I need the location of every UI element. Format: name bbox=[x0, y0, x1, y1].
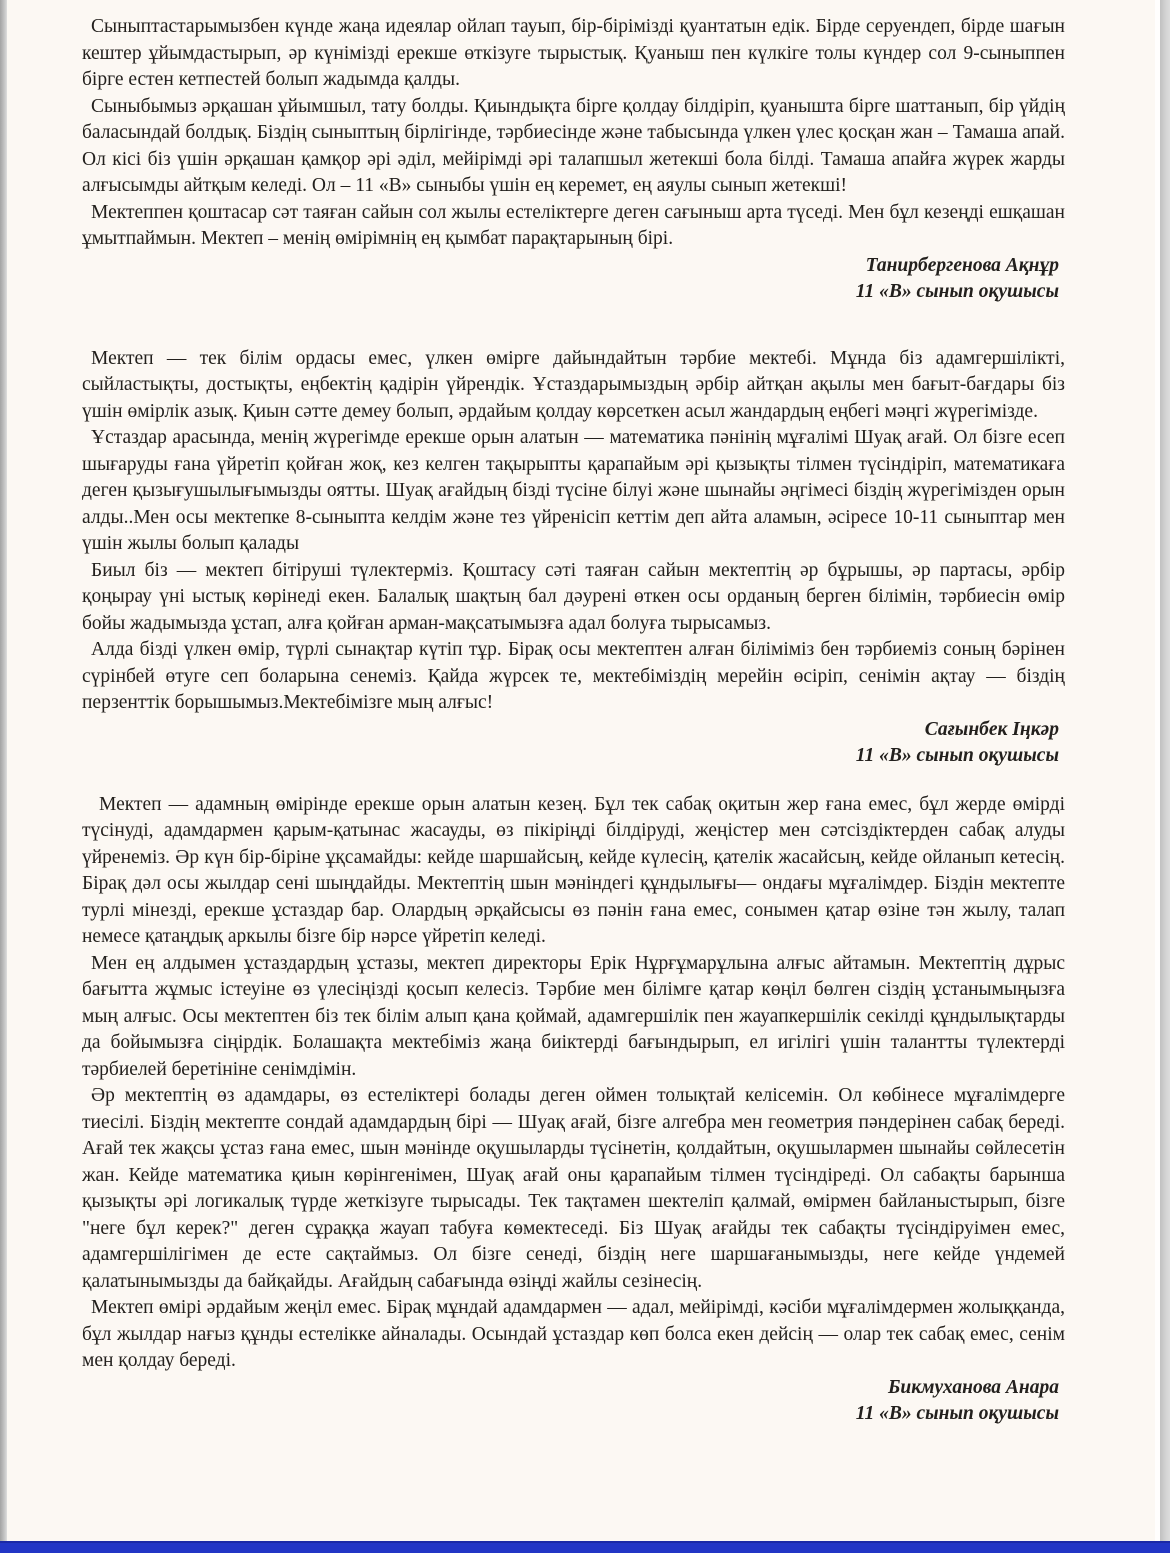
essay-3-paragraph-2: Мен ең алдымен ұстаздардың ұстазы, мектеп директоры Ерік Нұрғұмарұлына алғыс айтамын. Мектептің дұрыс бағытта жұмыс істеуіне өз үлесіңізді қосып келесіз. Тәрбие мен білімге қатар көңіл бөлген сіздің ұстанымыңызға мың алғыс. Осы мектептен біз тек білім алып қана қоймай, адамгершілік пен жауапкершілік секілді құндылықтарды да бойымызға сіңірдік. Болашақта мектебіміз жаңа биіктерді бағындырып, ел игілігі үшін талантты түлектерді тәрбиелей беретініне сенімдімін. bbox=[82, 952, 1065, 1080]
essay-gap-2 bbox=[82, 770, 1065, 792]
essay-2 bbox=[82, 346, 1065, 770]
essay-2-paragraph-1: Мектеп — тек білім ордасы емес, үлкен өмірге дайындайтын тәрбие мектебі. Мұнда біз адамгершілікті, сыйластықты, достықты, еңбектің қадірін үйрендік. Ұстаздарымыздың әрбір айтқан ақылы мен бағыт-бағдары біз үшін өмірлік азық. Қиын сәтте демеу болып, әрдайым қолдау көрсеткен асыл жандардың еңбегі мәңгі жүрегімізде. bbox=[82, 347, 1065, 422]
scan-edge-right bbox=[1160, 0, 1170, 1553]
essay-2-paragraph-3: Биыл біз — мектеп бітіруші түлектерміз. Қоштасу сәті таяған сайын мектептің әр бұрышы, әр партасы, әрбір қоңырау үні ыстық көрінеді екен. Балалық шақтың бал дәурені өткен осы орданың берген білімін, тәрбиесін өмір бойы жадымызда ұстап, алға қойған арман-мақсатымызға адал болуға тырысамыз. bbox=[82, 559, 1065, 634]
essay-3-paragraph-3: Әр мектептің өз адамдары, өз естеліктері болады деген оймен толықтай келісемін. Ол көбінесе мұғалімдерге тиесілі. Біздің мектепте сондай адамдардың бірі — Шуақ ағай, бізге алгебра мен геометрия пәндерінен сабақ береді. Ағай тек жақсы ұстаз ғана емес, шын мәнінде оқушыларды түсінетін, қолдайтын, оқушылармен шынайы сөйлесетін жан. Кейде математика қиын көрінгенімен, Шуақ ағай оны қарапайым тілмен түсіндіреді. Ол сабақты барынша қызықты әрі логикалық түрде жеткізуге тырысады. Тек тақтамен шектеліп қалмай, өмірмен байланыстырып, бізге "неге бұл керек?" деген сұраққа жауап табуға көмектеседі. Біз Шуақ ағайды тек сабақты түсіндіруімен емес, адамгершілігімен де есте сақтаймыз. Ол бізге сенеді, біздің неге шаршағанымызды, неге кейде үндемей қалатынымызды да байқайды. Ағайдың сабағында өзіңді жайлы сезінесің. bbox=[82, 1085, 1065, 1292]
essay-2-paragraph-4: Алда бізді үлкен өмір, түрлі сынақтар күтіп тұр. Бірақ осы мектептен алған біліміміз бен тәрбиеміз соның бәрінен сүрінбей өтуге сеп боларына сенеміз. Қайда жүрсек те, мектебіміздің мерейін өсіріп, сенімін ақтау — біздің перзенттік борышымыз.Мектебімізге мың алғыс! bbox=[82, 639, 1065, 713]
essay-1-paragraph-1: Сыныптастарымызбен күнде жаңа идеялар ойлап тауып, бір-бірімізді қуантатын едік. Бірде серуендеп, бірде шағын кештер ұйымдастырып, әр күнімізді ерекше өткізуге тырыстық. Қуаныш пен күлкіге толы күндер сол 9-сыныппен бірге естен кетпестей болып жадымда қалды. bbox=[82, 16, 1065, 90]
essay-2-paragraph-2: Ұстаздар арасында, менің жүрегімде ерекше орын алатын — математика пәнінің мұғалімі Шуақ ағай. Ол бізге есеп шығаруды ғана үйретіп қойған жоқ, кез келген тақырыпты қарапайым әрі қызықты тілмен түсіндіріп, математикаға деген қызығушылығымызды оятты. Шуақ ағайдың бізді түсіне білуі және шынайы әңгімесі біздің жүрегімізден орын алды..Мен осы мектепке 8-сыныпта келдім және тез үйренісіп кеттім деп айта аламын, әсіресе 10-11 сыныптар мен үшін жылы болып қалады bbox=[82, 427, 1065, 554]
signature-name: Бикмуханова Анара bbox=[888, 1376, 1059, 1398]
signature-name: Танирбергенова Ақнұр bbox=[865, 254, 1059, 276]
essay-3 bbox=[82, 792, 1065, 1428]
essay-2-signature-block bbox=[82, 717, 1065, 770]
essay-1 bbox=[82, 14, 1065, 306]
scan-edge-left bbox=[0, 0, 7, 1553]
signature-title: 11 «В» сынып оқушысы bbox=[855, 745, 1059, 766]
document-content bbox=[82, 14, 1065, 1428]
essay-3-paragraph-1: Мектеп — адамның өмірінде ерекше орын алатын кезең. Бұл тек сабақ оқитын жер ғана емес, бұл жерде өмірді түсінуді, адамдармен қарым-қатынас жасауды, өз пікіріңді білдіруді, жеңістер мен сәтсіздіктерден сабақ алуды үйренеміз. Әр күн бір-біріне ұқсамайды: кейде шаршайсың, кейде күлесің, қателік жасайсың, кейде ойланып кетесің. Бірақ дәл осы жылдар сені шыңдайды. Мектептің шын мәніндегі құндылығы— ондағы мұғалімдер. Біздін мектепте турлі мінезді, ерекше ұстаздар бар. Олардың әрқайсысы өз пәнін ғана емес, сонымен қатар өзіне тән жылу, талап немесе қатаңдық аркылы бізге бір нәрсе үйретіп келеді. bbox=[82, 793, 1065, 947]
essay-gap-1 bbox=[82, 306, 1065, 346]
signature-title: 11 «В» сынып оқушысы bbox=[855, 1403, 1059, 1424]
signature-title: 11 «В» сынып оқушысы bbox=[855, 281, 1059, 302]
bottom-blue-bar bbox=[0, 1541, 1170, 1553]
essay-1-paragraph-3: Мектеппен қоштасар сәт таяған сайын сол жылы естеліктерге деген сағыныш арта түседі. Мен бұл кезеңді ешқашан ұмытпаймын. Мектеп – менің өмірімнің ең қымбат парақтарының бірі. bbox=[82, 201, 1065, 249]
essay-1-paragraph-2: Сыныбымыз әрқашан ұйымшыл, тату болды. Қиындықта бірге қолдау білдіріп, қуанышта бірге шаттанып, бір үйдің баласындай болдық. Біздің сыныптың бірлігінде, тәрбиесінде және табысында үлкен үлес қосқан жан – Тамаша апай. Ол кісі біз үшін әрқашан қамқор әрі әділ, мейірімді әрі талапшыл жетекші бола білді. Тамаша апайға жүрек жарды алғысымды айтқым келеді. Ол – 11 «В» сыныбы үшін ең керемет, ең аяулы сынып жетекші! bbox=[82, 95, 1065, 196]
essay-3-paragraph-4: Мектеп өмірі әрдайым жеңіл емес. Бірақ мұндай адамдармен — адал, мейірімді, кәсіби мұғалімдермен жолыққанда, бұл жылдар нағыз құнды естелікке айналады. Осындай ұстаздар көп болса екен дейсің — олар тек сабақ емес, сенім мен қолдау береді. bbox=[82, 1297, 1065, 1371]
essay-1-signature-block bbox=[82, 253, 1065, 306]
essay-3-signature-block bbox=[82, 1375, 1065, 1428]
signature-name: Сағынбек Іңкәр bbox=[924, 718, 1059, 740]
